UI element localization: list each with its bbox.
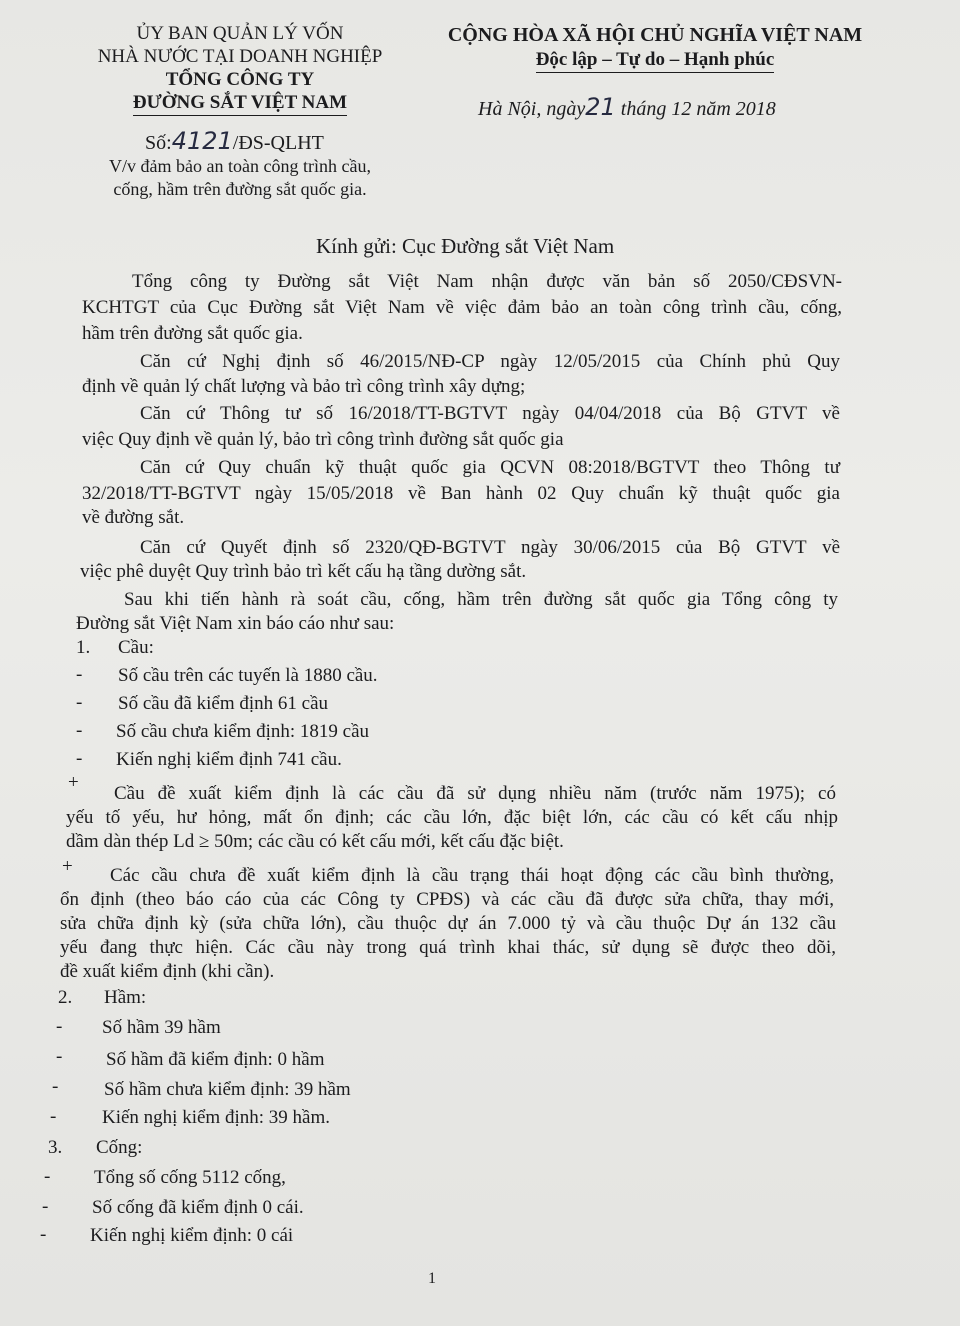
p4-line-3: về đường sắt.	[82, 507, 185, 528]
p1-line-1: Tổng công ty Đường sắt Việt Nam nhận được văn bản số 2050/CĐSVN-	[132, 271, 842, 292]
subject-line-2: cống, hầm trên đường sắt quốc gia.	[113, 179, 367, 199]
plus2-line-4: yếu đang thực hiện. Các cầu này trong quá trình khai thác, sử dụng sẽ được theo dõi,	[60, 937, 836, 958]
bullet-plus: +	[62, 856, 73, 877]
date-line	[478, 93, 776, 121]
subject	[60, 155, 420, 201]
s1-item-3: Số cầu chưa kiểm định: 1819 cầu	[116, 721, 370, 742]
s3-item-3: Kiến nghị kiểm định: 0 cái	[90, 1225, 294, 1246]
p2-line-1: Căn cứ Nghị định số 46/2015/NĐ-CP ngày 12/05/2015 của Chính phủ Quy	[140, 351, 840, 372]
plus2-line-2: ổn định (theo báo cáo của các Công ty CPĐS) và các cầu đã được sửa chữa, thay mới,	[60, 889, 834, 910]
s2-item-1: Số hầm 39 hầm	[102, 1017, 221, 1038]
document-number	[145, 127, 324, 155]
issuer-line-3: TỔNG CÔNG TY	[165, 69, 315, 90]
p3-line-1: Căn cứ Thông tư số 16/2018/TT-BGTVT ngày 04/04/2018 của Bộ GTVT về	[140, 403, 840, 424]
bullet-dash: -	[52, 1076, 59, 1097]
issuer-line-2: NHÀ NƯỚC TẠI DOANH NGHIỆP	[97, 46, 383, 67]
section-2-title: Hầm:	[104, 987, 147, 1008]
national-header	[420, 22, 890, 73]
s2-item-4: Kiến nghị kiểm định: 39 hầm.	[102, 1107, 330, 1128]
plus1-line-1: Cầu đề xuất kiểm định là các cầu đã sử dụng nhiều năm (trước năm 1975); có	[114, 783, 836, 804]
doc-no-suffix: /ĐS-QLHT	[232, 132, 324, 154]
bullet-dash: -	[44, 1166, 51, 1187]
s3-item-1: Tổng số cống 5112 cống,	[94, 1167, 286, 1188]
p6-line-2: Đường sắt Việt Nam xin báo cáo như sau:	[76, 613, 395, 634]
bullet-dash: -	[76, 748, 83, 769]
issuer-line-1: ỦY BAN QUẢN LÝ VỐN	[136, 23, 344, 44]
plus2-line-3: sửa chữa định kỳ (sửa chữa lớn), cầu thuộc dự án 7.000 tỷ và cầu thuộc Dự án 132 cầu	[60, 913, 836, 934]
motto: Độc lập – Tự do – Hạnh phúc	[536, 48, 775, 73]
plus2-line-1: Các cầu chưa đề xuất kiểm định là cầu trạng thái hoạt động các cầu bình thường,	[110, 865, 834, 886]
p5-line-1: Căn cứ Quyết định số 2320/QĐ-BGTVT ngày 30/06/2015 của Bộ GTVT về	[140, 537, 840, 558]
p6-line-1: Sau khi tiến hành rà soát cầu, cống, hầm trên đường sắt quốc gia Tổng công ty	[124, 589, 838, 610]
plus1-line-3: dầm dàn thép Ld ≥ 50m; các cầu có kết cấu mới, kết cấu đặc biệt.	[66, 831, 564, 852]
s1-item-2: Số cầu đã kiểm định 61 cầu	[118, 693, 329, 714]
section-3-number: 3.	[48, 1137, 63, 1158]
date-day-handwritten: 21	[585, 93, 616, 121]
p1-line-2: KCHTGT của Cục Đường sắt Việt Nam về việc đảm bảo an toàn công trình cầu, cống,	[82, 297, 842, 318]
s2-item-2: Số hầm đã kiểm định: 0 hầm	[106, 1049, 325, 1070]
p5-line-2: việc phê duyệt Quy trình bảo trì kết cấu hạ tầng dường sắt.	[80, 561, 527, 582]
subject-line-1: V/v đảm bảo an toàn công trình cầu,	[109, 156, 371, 176]
s3-item-2: Số cống đã kiểm định 0 cái.	[92, 1197, 304, 1218]
bullet-dash: -	[50, 1106, 57, 1127]
section-2-number: 2.	[58, 987, 73, 1008]
bullet-dash: -	[40, 1224, 47, 1245]
bullet-dash: -	[76, 692, 83, 713]
s1-item-4: Kiến nghị kiểm định 741 cầu.	[116, 749, 342, 770]
p1-line-3: hầm trên đường sắt quốc gia.	[82, 323, 303, 344]
p3-line-2: việc Quy định về quản lý, bảo trì công trình đường sắt quốc gia	[82, 429, 564, 450]
nation-title: CỘNG HÒA XÃ HỘI CHỦ NGHĨA VIỆT NAM	[447, 24, 863, 46]
bullet-dash: -	[42, 1196, 49, 1217]
issuer-line-4: ĐƯỜNG SẮT VIỆT NAM	[133, 91, 347, 116]
issuer-block	[60, 22, 420, 116]
section-1-title: Cầu:	[118, 637, 154, 658]
bullet-dash: -	[56, 1046, 63, 1067]
date-prefix: Hà Nội, ngày	[478, 98, 586, 120]
s2-item-3: Số hầm chưa kiểm định: 39 hầm	[104, 1079, 351, 1100]
section-3-title: Cống:	[96, 1137, 143, 1158]
p4-line-1: Căn cứ Quy chuẩn kỹ thuật quốc gia QCVN 08:2018/BGTVT theo Thông tư	[140, 457, 840, 478]
doc-no-handwritten: 4121	[171, 127, 233, 155]
bullet-dash: -	[76, 664, 83, 685]
plus1-line-2: yếu tố yếu, hư hỏng, mất ổn định; các cầu lớn, đặc biệt lớn, các cầu có kết cấu nhịp	[66, 807, 838, 828]
bullet-plus: +	[68, 772, 79, 793]
recipient: Kính gửi: Cục Đường sắt Việt Nam	[316, 234, 615, 258]
bullet-dash: -	[56, 1016, 63, 1037]
p2-line-2: định về quản lý chất lượng và bảo trì công trình xây dựng;	[82, 376, 526, 397]
bullet-dash: -	[76, 720, 83, 741]
section-1-number: 1.	[76, 637, 91, 658]
doc-no-prefix: Số:	[145, 132, 172, 154]
date-suffix: tháng 12 năm 2018	[620, 98, 776, 120]
p4-line-2: 32/2018/TT-BGTVT ngày 15/05/2018 về Ban hành 02 Quy chuẩn kỹ thuật quốc gia	[82, 483, 840, 504]
page-number: 1	[428, 1270, 436, 1287]
s1-item-1: Số cầu trên các tuyến là 1880 cầu.	[118, 665, 378, 686]
plus2-line-5: đề xuất kiểm định (khi cần).	[60, 961, 275, 982]
